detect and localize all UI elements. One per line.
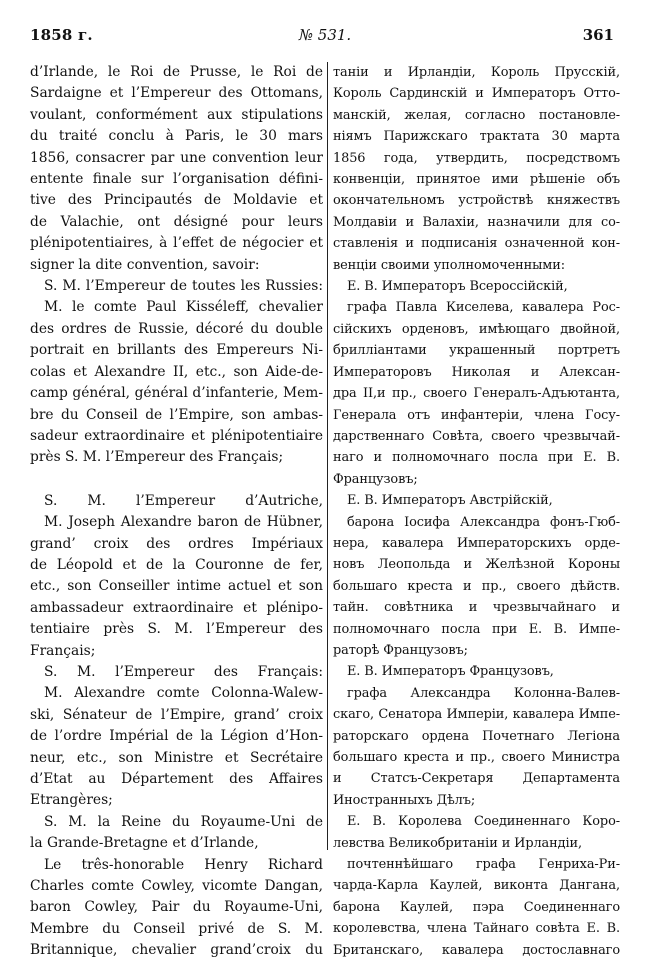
french-text-line: Sardaigne et l’Empereur des Ottomans, <box>30 85 323 102</box>
russian-text-line: ставленія и подписанія означенной кон- <box>333 236 620 252</box>
russian-text-line: Е. В. Императоръ Всероссійскій, <box>347 279 568 295</box>
russian-text-line: и Статсъ-Секретаря Департамента <box>333 771 620 787</box>
russian-text-line: дра II,и пр., своего Генералъ-Адъютанта, <box>333 386 620 402</box>
russian-text-line: раторѣ Французовъ; <box>333 642 468 658</box>
russian-text-line: дарственнаго Совѣта, своего чрезвычай- <box>333 428 620 444</box>
russian-text-line: наго и полномочнаго посла при Е. В. <box>333 450 620 466</box>
russian-text-line: Е. В. Императоръ Французовъ, <box>347 664 554 680</box>
russian-text-line: венціи своими уполномоченными: <box>333 257 565 273</box>
french-text-line: Etrangères; <box>30 792 113 809</box>
russian-text-line: 1856 года, утвердить, посредствомъ <box>333 150 620 166</box>
french-text-line: Français; <box>30 642 96 659</box>
french-text-line: portrait en brillants des Empereurs Ni- <box>30 342 323 359</box>
russian-text-line: графа Александра Колонна-Валев- <box>347 685 620 701</box>
russian-text-line: полномочнаго посла при Е. В. Импе- <box>333 621 620 637</box>
russian-text-line: новъ Леопольда и Желѣзной Короны <box>333 557 620 573</box>
french-text-line: sadeur extraordinaire et plénipotentiaire <box>30 427 323 444</box>
russian-text-line: Генерала отъ инфантеріи, члена Госу- <box>333 407 620 423</box>
french-text-line: S. M. l’Empereur d’Autriche, <box>44 492 323 509</box>
french-text-line: M. le comte Paul Kisséleff, chevalier <box>44 299 323 316</box>
russian-text-line: большаго креста и пр., своего Министра <box>333 750 620 765</box>
french-text-line: d’Etat au Département des Affaires <box>30 771 323 787</box>
russian-text-line: левства Великобританіи и Ирландіи, <box>333 835 582 851</box>
russian-text-line: Король Сардинскій и Императоръ Отто- <box>333 86 620 102</box>
french-text-line: Charles comte Cowley, vicomte Dangan, <box>30 878 323 895</box>
russian-text-line: Молдавіи и Валахіи, назначили для со- <box>333 214 620 230</box>
french-text-line: de l’ordre Impérial de la Légion d’Hon- <box>30 728 323 745</box>
french-text-line: des ordres de Russie, décoré du double <box>30 320 323 337</box>
russian-text-line: раторскаго ордена Почетнаго Легіона <box>333 728 620 744</box>
russian-text-line: сійскихъ орденовъ, имѣющаго двойной, <box>333 321 620 337</box>
french-text-line: ski, Sénateur de l’Empire, grand’ croix <box>30 706 323 723</box>
russian-text-line: графа Павла Киселева, кавалера Рос- <box>347 300 620 316</box>
french-text-line: la Grande-Bretagne et d’Irlande, <box>30 835 259 852</box>
russian-text-line: Иностранныхъ Дѣлъ; <box>333 792 476 808</box>
russian-text-line: таніи и Ирландіи, Король Прусскій, <box>333 65 620 80</box>
russian-text-column <box>333 62 620 961</box>
french-text-line: tentiaire près S. M. l’Empereur des <box>30 621 323 638</box>
french-text-line: Membre du Conseil privé de S. M. <box>30 920 323 937</box>
french-text-line: ambassadeur extraordinaire et plénipo- <box>30 599 323 616</box>
russian-text-line: манскій, желая, согласно постановле- <box>333 107 620 123</box>
french-text-line: S. M. l’Empereur des Français: <box>44 663 323 680</box>
russian-text-line: тайн. совѣтника и чрезвычайнаго и <box>333 600 620 616</box>
french-text-line: M. Joseph Alexandre baron de Hübner, <box>44 514 323 531</box>
french-text-line: du traité conclu à Paris, le 30 mars <box>30 128 323 145</box>
french-text-line: camp général, général d’infanterie, Mem- <box>30 385 323 402</box>
french-text-line: de Valachie, ont désigné pour leurs <box>30 213 323 230</box>
french-text-line: 1856, consacrer par une convention leur <box>30 149 323 166</box>
russian-text-line: конвенціи, принятое ими рѣшеніе объ <box>333 172 620 188</box>
french-text-line: S. M. l’Empereur de toutes les Russies: <box>44 278 323 295</box>
russian-text-line: нера, кавалера Императорскихъ орде- <box>333 535 620 551</box>
french-text-line: Le três-honorable Henry Richard <box>44 856 323 873</box>
french-text-line: M. Alexandre comte Colonna-Walew- <box>44 685 323 702</box>
russian-text-line: Императоровъ Николая и Алексан- <box>333 364 620 380</box>
french-text-line: plénipotentiaires, à l’effet de négocier et <box>30 235 323 252</box>
french-text-line: grand’ croix des ordres Impériaux <box>30 535 323 552</box>
russian-text-line: Е. В. Королева Соединеннаго Коро- <box>347 814 620 830</box>
french-text-line: de Léopold et de la Couronne de fer, <box>30 556 323 573</box>
russian-text-line: окончательномъ устройствѣ княжествъ <box>333 193 620 209</box>
russian-text-line: Е. В. Императоръ Австрійскій, <box>347 493 553 509</box>
russian-text-line: барона Іосифа Александра фонъ-Гюб- <box>347 514 620 530</box>
russian-text-line: большаго креста и пр., своего дѣйств. <box>333 578 620 594</box>
french-text-line: etc., son Conseiller intime actuel et son <box>30 578 323 595</box>
russian-text-line: ніямъ Парижскаго трактата 30 марта <box>333 129 620 145</box>
french-text-line: neur, etc., son Ministre et Secrétaire <box>30 749 323 766</box>
russian-text-line: королевства, члена Тайнаго совѣта Е. В. <box>333 921 620 937</box>
russian-text-line: чарда-Карла Каулей, виконта Дангана, <box>333 878 620 894</box>
page-number: 361 <box>582 26 614 44</box>
french-text-column <box>30 62 323 962</box>
french-text-line: entente finale sur l’organisation défini- <box>30 171 323 188</box>
french-text-line: baron Cowley, Pair du Royaume-Uni, <box>30 899 323 916</box>
russian-text-line: бриллiантами украшенный портретъ <box>333 343 620 359</box>
french-text-line: signer la dite convention, savoir: <box>30 256 260 273</box>
russian-text-line: скаго, Сенатора Имперіи, кавалера Импе- <box>333 707 620 723</box>
french-text-line: près S. M. l’Empereur des Français; <box>30 449 284 466</box>
french-text-line: colas et Alexandre II, etc., son Aide-de- <box>30 363 323 380</box>
treaty-number: № 531. <box>298 26 352 44</box>
russian-text-line: барона Каулей, пэра Соединеннаго <box>333 899 620 915</box>
russian-text-line: Британскаго, кавалера достославнаго <box>333 942 620 958</box>
french-text-line: d’Irlande, le Roi de Prusse, le Roi de <box>30 64 323 80</box>
russian-text-line: почтеннѣйшаго графа Генриха-Ри- <box>347 857 620 873</box>
french-text-line: Britannique, chevalier grand’croix du <box>30 942 323 959</box>
french-text-line: voulant, conformément aux stipulations <box>30 106 323 123</box>
french-text-line: S. M. la Reine du Royaume-Uni de <box>44 813 323 830</box>
column-divider <box>327 62 328 850</box>
french-text-line: tive des Principautés de Moldavie et <box>30 192 323 209</box>
french-text-line: bre du Conseil de l’Empire, son ambas- <box>30 406 323 423</box>
russian-text-line: Французовъ; <box>333 471 418 487</box>
paragraph-gap <box>30 469 323 491</box>
header-year: 1858 г. <box>30 26 93 44</box>
